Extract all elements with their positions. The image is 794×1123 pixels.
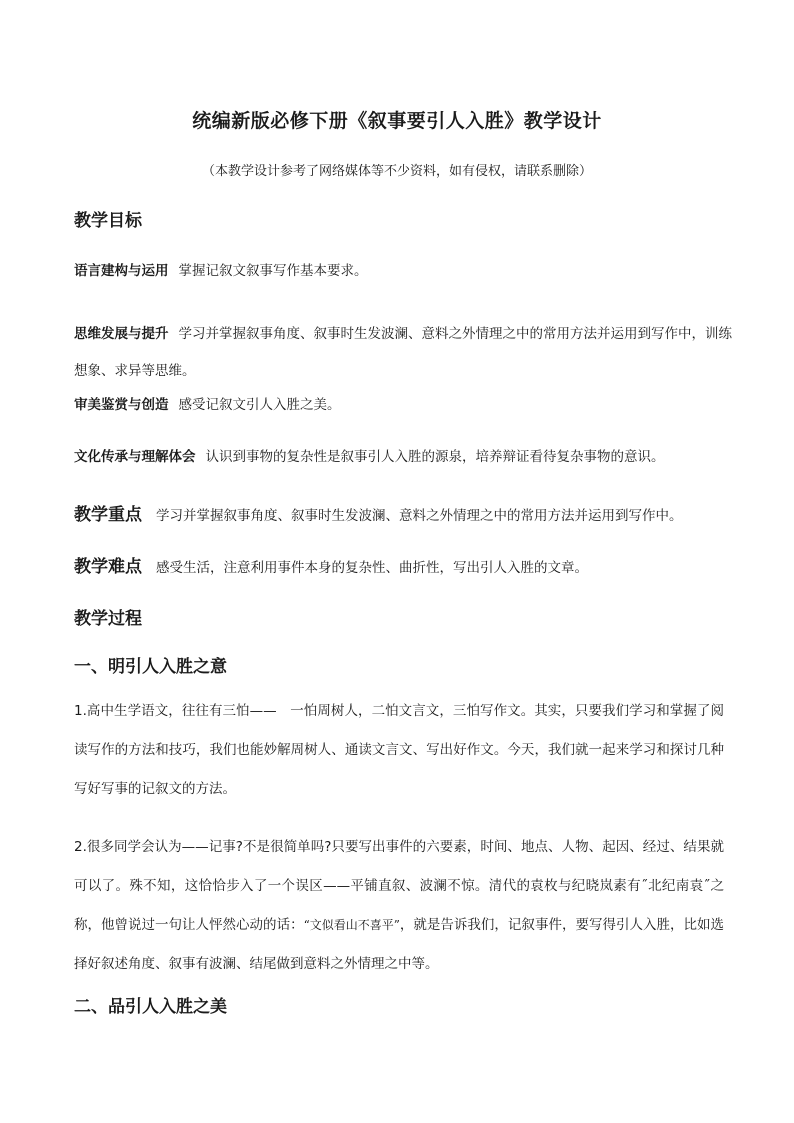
- goal-culture: [74, 448, 734, 468]
- key-point-text: 学习并掌握叙事角度、叙事时生发波澜、意料之外情理之中的常用方法并运用到写作中。: [156, 508, 683, 524]
- section1-paragraph-2: [74, 828, 724, 984]
- goal-label: 语言建构与运用: [74, 263, 169, 279]
- goal-text: 认识到事物的复杂性是叙事引人入胜的源泉，培养辩证看待复杂事物的意识。: [205, 449, 665, 465]
- section1-heading: 一、明引人入胜之意: [74, 657, 227, 677]
- paragraph-text: 2.很多同学会认为——记事?不是很简单吗?只要写出事件的六要素，时间、地点、人物、起因、经过、结果就可以了。殊不知，这恰恰步入了一个误区——平铺直叙、波澜不惊。清代的袁枚与纪晓岚素有˝北纪南袁˝之称，他曾说过一句让人怦然心动的话：: [74, 839, 724, 933]
- quote-text: “文似看山不喜平”: [303, 918, 400, 932]
- goal-language: [74, 262, 734, 282]
- goal-text: 学习并掌握叙事角度、叙事时生发波澜、意料之外情理之中的常用方法并运用到写作中，训练想象、求异等思维。: [74, 326, 732, 379]
- goals-heading: 教学目标: [74, 211, 142, 231]
- goal-label: 审美鉴赏与创造: [74, 397, 169, 413]
- difficulty-text: 感受生活，注意利用事件本身的复杂性、曲折性，写出引人入胜的文章。: [156, 560, 588, 576]
- key-point-label: 教学重点: [74, 505, 142, 525]
- document-subtitle: （本教学设计参考了网络媒体等不少资料，如有侵权，请联系删除）: [201, 164, 592, 179]
- section2-heading: 二、品引人入胜之美: [74, 997, 227, 1017]
- goal-text: 感受记叙文引人入胜之美。: [178, 397, 341, 413]
- key-point: [74, 500, 734, 525]
- goal-thinking: [74, 316, 734, 390]
- goal-label: 文化传承与理解体会: [74, 449, 196, 465]
- difficulty-label: 教学难点: [74, 557, 142, 577]
- difficulty: [74, 552, 734, 577]
- goal-aesthetic: [74, 396, 734, 416]
- process-heading: 教学过程: [74, 609, 142, 629]
- section1-paragraph-1: 1.高中生学语文，往往有三怕—— 一怕周树人，二怕文言文，三怕写作文。其实，只要我们学习和掌握了阅读写作的方法和技巧，我们也能妙解周树人、通读文言文、写出好作文。今天，我们就一起来学习和探讨几种写好写事的记叙文的方法。: [74, 703, 724, 797]
- goal-text: 掌握记叙文叙事写作基本要求。: [178, 263, 368, 279]
- paragraph-text: ，就是告诉我们，记叙事件，要写得引人入胜，比如选择好叙述角度、叙事有波澜、结尾做到意料之外情理之中等。: [74, 917, 724, 972]
- goal-label: 思维发展与提升: [74, 326, 169, 342]
- document-title: 统编新版必修下册《叙事要引人入胜》教学设计: [192, 110, 602, 132]
